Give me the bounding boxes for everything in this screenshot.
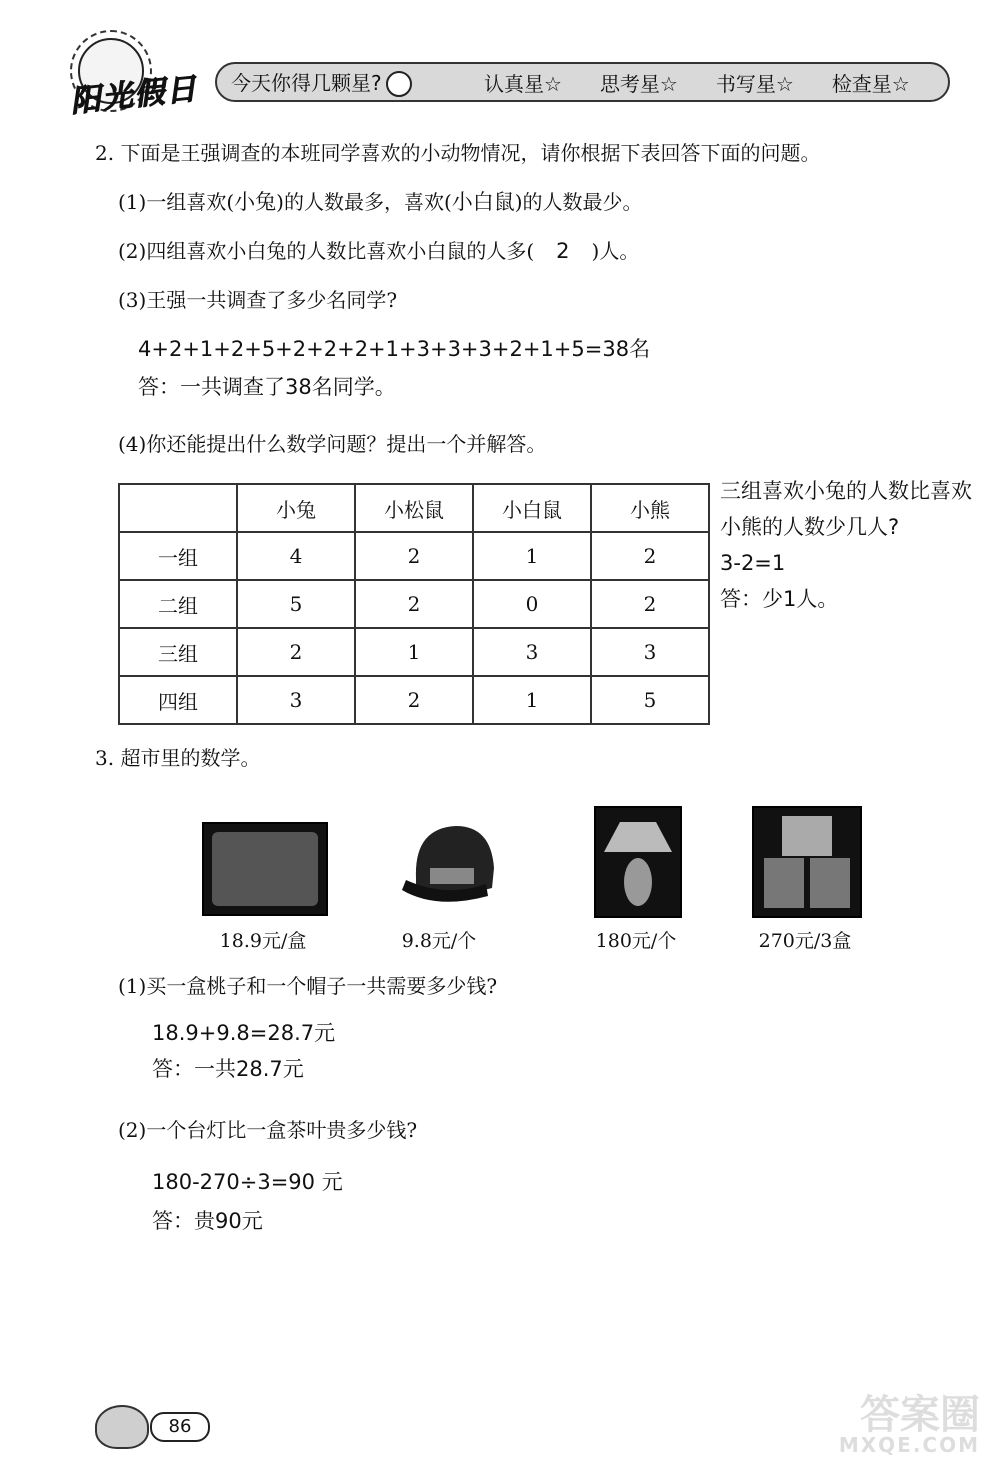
frog-icon <box>95 1405 149 1449</box>
star-label-thinking: 思考星☆ <box>599 71 678 96</box>
q3-part1: (1)买一盒桃子和一个帽子一共需要多少钱? <box>118 974 498 998</box>
table-header-cell: 小兔 <box>237 484 355 532</box>
logo-text: 阳光假日 <box>68 71 200 120</box>
price-lamp: 180元/个 <box>595 930 677 952</box>
table-cell: 二组 <box>119 580 237 628</box>
star-rating-banner <box>215 62 950 102</box>
star-label-checking: 检查星☆ <box>831 71 910 96</box>
table-cell: 0 <box>473 580 591 628</box>
q2-part1-answer1: 小兔 <box>234 190 277 214</box>
student-calc: 3-2=1 <box>720 551 786 575</box>
q3-part2-answer: 答：贵90元 <box>152 1209 263 1233</box>
cap-icon <box>396 818 498 910</box>
price-tea: 270元/3盒 <box>758 930 852 952</box>
lamp-icon <box>594 806 682 918</box>
table-row <box>119 676 709 724</box>
peach-box-icon <box>202 822 328 916</box>
star-label-diligent: 认真星☆ <box>484 71 562 96</box>
star-question: 今天你得几颗星? <box>231 67 446 98</box>
table-cell: 2 <box>591 532 709 580</box>
table-row <box>119 628 709 676</box>
table-cell: 2 <box>591 580 709 628</box>
table-cell: 5 <box>237 580 355 628</box>
table-cell: 4 <box>237 532 355 580</box>
table-header-cell: 小熊 <box>591 484 709 532</box>
table-row <box>119 532 709 580</box>
q2-part1-answer2: 小白鼠 <box>451 190 515 214</box>
q2-part4: (4)你还能提出什么数学问题？提出一个并解答。 <box>118 432 547 456</box>
table-cell: 2 <box>355 580 473 628</box>
table-cell: 四组 <box>119 676 237 724</box>
watermark: 答案圈 MXQE.COM <box>838 1392 980 1457</box>
price-peach: 18.9元/盒 <box>219 930 307 952</box>
student-answer: 答：少1人。 <box>720 587 839 611</box>
table-cell: 5 <box>591 676 709 724</box>
student-question: 三组喜欢小兔的人数比喜欢 小熊的人数少几人? 3-2=1 答：少1人。 <box>720 473 972 617</box>
q2-part3-calc: 4+2+1+2+5+2+2+2+1+3+3+3+2+1+5=38名 <box>138 337 651 361</box>
table-header-cell <box>119 484 237 532</box>
table-header-cell: 小松鼠 <box>355 484 473 532</box>
q3-part1-answer: 答：一共28.7元 <box>152 1057 304 1081</box>
table-cell: 2 <box>237 628 355 676</box>
table-header-cell: 小白鼠 <box>473 484 591 532</box>
tea-box-icon <box>752 806 862 918</box>
q3-part1-calc: 18.9+9.8=28.7元 <box>152 1021 336 1045</box>
table-cell: 三组 <box>119 628 237 676</box>
q3-title: 3. 超市里的数学。 <box>95 746 261 770</box>
table-row <box>119 580 709 628</box>
q2-title: 2. 下面是王强调查的本班同学喜欢的小动物情况，请你根据下表回答下面的问题。 <box>95 141 821 165</box>
table-cell: 3 <box>473 628 591 676</box>
table-cell: 一组 <box>119 532 237 580</box>
table-cell: 3 <box>237 676 355 724</box>
q3-part2-calc: 180-270÷3=90 元 <box>152 1170 343 1194</box>
q2-part3-answer: 答：一共调查了38名同学。 <box>138 375 396 399</box>
page-number: 86 <box>150 1412 210 1442</box>
table-header-row <box>119 484 709 532</box>
table-cell: 2 <box>355 676 473 724</box>
table-cell: 1 <box>355 628 473 676</box>
q2-part3: (3)王强一共调查了多少名同学? <box>118 288 398 312</box>
table-cell: 3 <box>591 628 709 676</box>
star-label-writing: 书写星☆ <box>715 71 794 96</box>
price-cap: 9.8元/个 <box>401 930 477 952</box>
q2-part2: (2)四组喜欢小白兔的人数比喜欢小白鼠的人多( 2 )人。 <box>118 239 640 263</box>
table-cell: 1 <box>473 532 591 580</box>
animal-survey-table <box>118 483 710 725</box>
q2-part1: (1)一组喜欢(小兔)的人数最多，喜欢(小白鼠)的人数最少。 <box>118 190 643 214</box>
q3-part2: (2)一个台灯比一盒茶叶贵多少钱? <box>118 1118 418 1142</box>
table-cell: 2 <box>355 532 473 580</box>
table-cell: 1 <box>473 676 591 724</box>
smiley-icon <box>386 71 412 97</box>
q2-part2-answer: 2 <box>556 239 570 263</box>
